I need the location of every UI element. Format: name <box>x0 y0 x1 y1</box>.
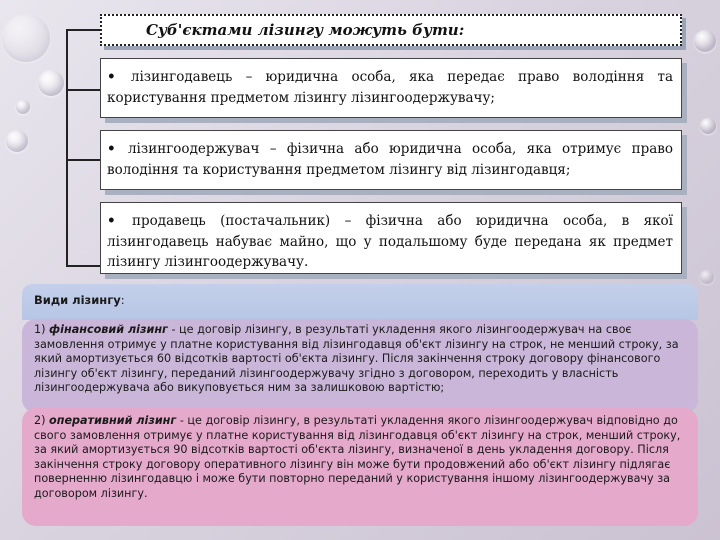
leasing-types-heading-panel <box>22 284 698 320</box>
operational-leasing-text: - це договір лізингу, в результаті укладення якого лізингоодержувач відповідно до свого замовлення отримує у платне користування від лізингодавця об'єкт лізингу на строк, менший строку, за який амортизується 90 відсотків вартості об'єкта лізингу, визначеної в день укладення договору. Після закінчення строку договору оперативного лізингу він може бути продовжений або об'єкт лізингу підлягає поверненню лізингодавцю і може бути повторно переданий у користування іншому лізингоодержувачу за договором лізингу. <box>34 414 681 500</box>
bubble-decoration <box>16 100 30 114</box>
bubble-decoration <box>700 270 714 284</box>
page-title: Суб'єктами лізингу можуть бути: <box>146 21 465 39</box>
operational-leasing-term: оперативний лізинг <box>49 414 177 427</box>
connector-to-item-3 <box>66 265 100 267</box>
bullet-icon: • <box>107 213 116 229</box>
subject-item-lessor <box>100 58 682 118</box>
leasing-types-heading: Види лізингу <box>34 293 121 307</box>
bubble-decoration <box>38 70 64 96</box>
bullet-icon: • <box>107 69 116 85</box>
operational-leasing-panel <box>22 408 698 526</box>
connector-to-item-2 <box>66 159 100 161</box>
financial-number: 1) <box>34 323 50 336</box>
financial-leasing-panel <box>22 319 698 413</box>
financial-leasing-text: - це договір лізингу, в результаті укладення якого лізингоодержувач на своє замовлення отримує у платне користування від лізингодавця об'єкт лізингу на строк, не менший строку, за який амортизується 60 відсотків вартості об'єкта лізингу. Після закінчення строку договору фінансового лізингу об'єкт лізингу, переданий лізингоодержувачу згідно з договором, переходить у власність лізингоодержувача або викуповується ним за залишковою вартістю; <box>34 323 679 394</box>
subject-text: лізингодавець – юридична особа, яка передає право володіння та користування предметом лізингу лізингоодержувачу; <box>107 69 673 106</box>
subject-item-seller <box>100 202 682 274</box>
title-box <box>100 14 682 46</box>
bubble-decoration <box>700 118 716 134</box>
financial-leasing-term: фінансовий лізинг <box>49 323 168 336</box>
bubble-decoration <box>6 130 28 152</box>
subject-text: лізингоодержувач – фізична або юридична особа, яка отримує право володіння та користування предметом лізингу від лізингодавця; <box>107 141 673 178</box>
connector-vertical <box>66 29 68 267</box>
heading-colon: : <box>120 293 125 307</box>
bubble-decoration <box>2 14 50 62</box>
bullet-icon: • <box>107 141 116 157</box>
bubble-decoration <box>694 30 716 52</box>
connector-to-item-1 <box>66 89 100 91</box>
subject-text: продавець (постачальник) – фізична або юридична особа, в якої лізингодавець набуває майно, що у подальшому буде передана як предмет лізингу лізингоодержувачу. <box>107 213 673 270</box>
subject-item-lessee <box>100 130 682 190</box>
operational-number: 2) <box>34 414 50 427</box>
connector-to-title <box>66 29 100 31</box>
